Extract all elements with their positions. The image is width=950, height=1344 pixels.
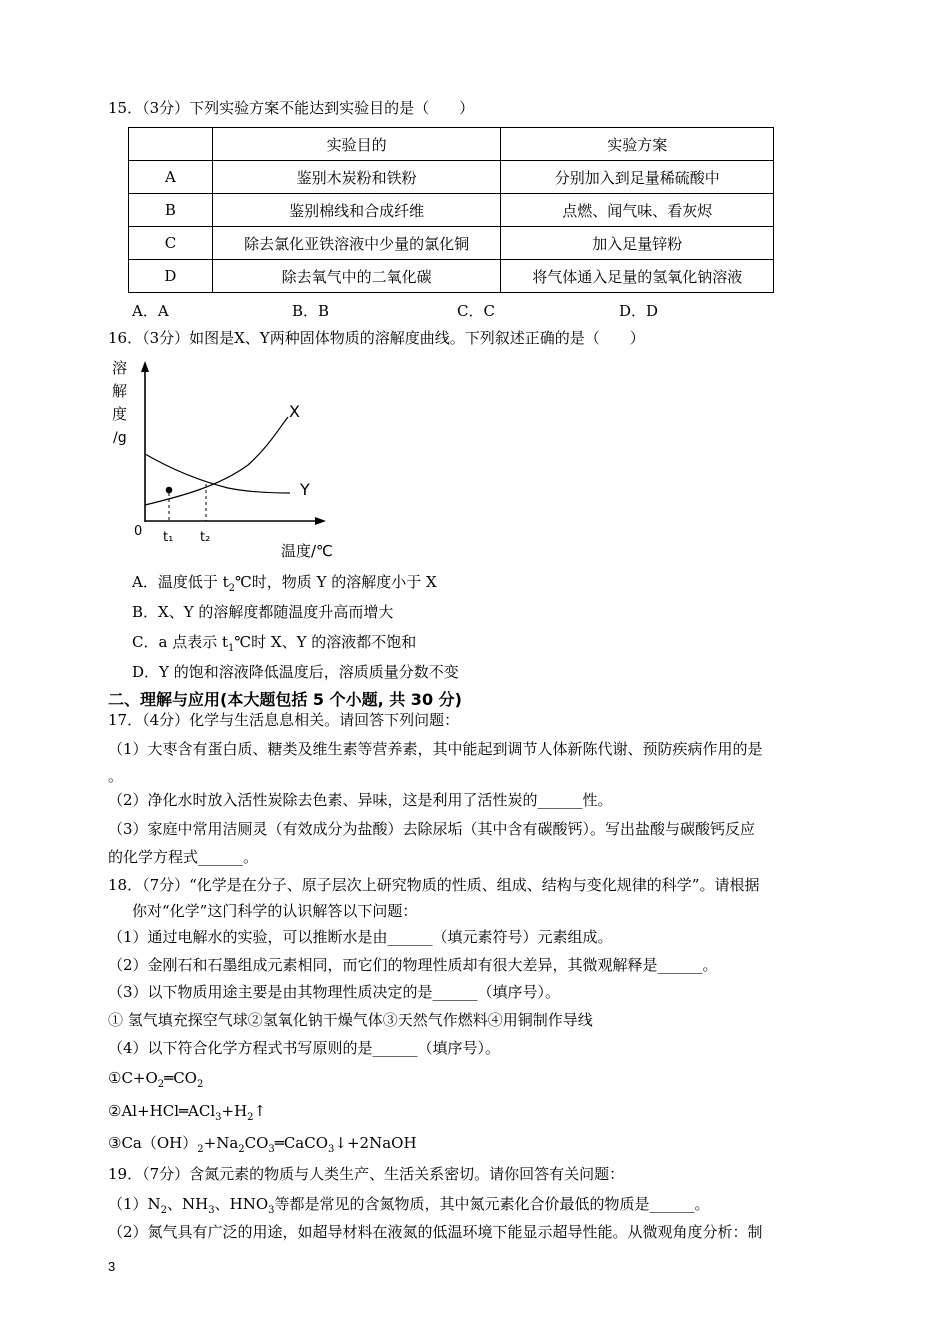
text-run: +Na <box>203 1134 239 1152</box>
curve-y <box>145 454 290 493</box>
q17-part2: （2）净化水时放入活性炭除去色素、异味，这是利用了活性炭的______性。 <box>108 791 613 809</box>
subscript: 3 <box>328 1144 335 1155</box>
table-cell: 除去氧气中的二氧化碳 <box>212 260 501 293</box>
solubility-graph <box>108 355 348 565</box>
q18-stem: 18．（7分）“化学是在分子、原子层次上研究物质的性质、组成、结构与变化规律的科学”。请根据 <box>108 876 760 894</box>
q15-option-a: A．A <box>132 302 169 320</box>
q16-stem: 16．（3分）如图是X、Y两种固体物质的溶解度曲线。下列叙述正确的是（ ） <box>108 329 645 347</box>
table-cell: 点燃、闻气味、看灰烬 <box>501 194 774 227</box>
text-run: 、HNO <box>214 1195 269 1213</box>
subscript: 1 <box>227 643 235 654</box>
equation-3 <box>108 1133 417 1153</box>
table-cell: 将气体通入足量的氢氧化钠溶液 <box>501 260 774 293</box>
q17-part1-end: 。 <box>108 767 124 785</box>
graph-x-arrow <box>315 517 326 525</box>
table-row <box>129 227 774 260</box>
text-run: ①C+O <box>108 1069 158 1087</box>
q15-table <box>128 127 774 293</box>
table-cell: 加入足量锌粉 <box>501 227 774 260</box>
table-row <box>129 161 774 194</box>
text-run: （1）N <box>108 1195 161 1213</box>
q15-option-d: D．D <box>619 302 659 320</box>
q18-part4: （4）以下符合化学方程式书写原则的是______（填序号）。 <box>108 1039 501 1057</box>
text-run: ℃时，物质 Y 的溶解度小于 X <box>235 573 437 591</box>
q18-stem-cont: 你对“化学”这门科学的认识解答以下问题： <box>132 902 418 920</box>
text-run: ③Ca（OH） <box>108 1134 198 1152</box>
point-a <box>166 487 173 494</box>
q15-option-b: B．B <box>292 302 330 320</box>
table-cell: 除去氯化亚铁溶液中少量的氯化铜 <box>212 227 501 260</box>
graph-origin-label: 0 <box>134 524 143 539</box>
q19-part2: （2）氮气具有广泛的用途，如超导材料在液氮的低温环境下能显示超导性能。从微观角度分析：制 <box>108 1223 763 1241</box>
text-run: ↑ <box>253 1102 267 1120</box>
equation-2 <box>108 1101 266 1121</box>
section-heading: 二、理解与应用(本大题包括 5 个小题, 共 30 分) <box>108 690 462 709</box>
table-cell: D <box>129 260 213 293</box>
graph-t2-label: t₂ <box>200 530 211 545</box>
graph-ylabel-char: 解 <box>112 382 128 400</box>
graph-ylabel-char: /g <box>113 430 127 446</box>
table-cell: B <box>129 194 213 227</box>
table-cell: C <box>129 227 213 260</box>
q19-part1 <box>108 1194 710 1214</box>
text-run: +H <box>221 1102 248 1120</box>
graph-t1-label: t₁ <box>163 530 174 545</box>
table-cell: 鉴别棉线和合成纤维 <box>212 194 501 227</box>
q16-option-c <box>132 632 416 652</box>
equation-1 <box>108 1068 203 1088</box>
text-run: ℃时 X、Y 的溶液都不饱和 <box>234 633 417 651</box>
text-run: 等都是常见的含氮物质，其中氮元素化合价最低的物质是______。 <box>274 1195 710 1213</box>
table-header-cell: 实验方案 <box>501 128 774 161</box>
q16-option-a <box>132 572 437 592</box>
q17-part1: （1）大枣含有蛋白质、糖类及维生素等营养素，其中能起到调节人体新陈代谢、预防疾病作用的是 <box>108 740 763 758</box>
subscript: 2 <box>238 1144 245 1155</box>
q15-stem: 15．（3分）下列实验方案不能达到实验目的是（ ） <box>108 99 475 117</box>
graph-ylabel-char: 溶 <box>112 359 128 377</box>
subscript: 2 <box>157 1079 165 1090</box>
table-cell: 分别加入到足量稀硫酸中 <box>501 161 774 194</box>
q16-option-d: D．Y 的饱和溶液降低温度后，溶质质量分数不变 <box>132 663 459 681</box>
graph-y-arrow <box>141 361 149 372</box>
q17-part3: （3）家庭中常用洁厕灵（有效成分为盐酸）去除尿垢（其中含有碳酸钙）。写出盐酸与碳酸钙反应 <box>108 820 756 838</box>
text-run: ②Al+HCl═ACl <box>108 1102 216 1120</box>
q18-part1: （1）通过电解水的实验，可以推断水是由______（填元素符号）元素组成。 <box>108 928 613 946</box>
subscript: 2 <box>247 1112 254 1123</box>
q17-part3-end: 的化学方程式______。 <box>108 848 259 866</box>
curve-x-label: X <box>289 402 300 421</box>
text-run: ↓+2NaOH <box>334 1134 417 1152</box>
q15-option-c: C．C <box>457 302 495 320</box>
q17-stem: 17．（4分）化学与生活息息相关。请回答下列问题： <box>108 711 460 729</box>
q18-part3-options: ① 氢气填充探空气球②氢氧化钠干燥气体③天然气作燃料④用铜制作导线 <box>108 1011 593 1029</box>
q19-stem: 19．（7分）含氮元素的物质与人类生产、生活关系密切。请你回答有关问题： <box>108 1165 625 1183</box>
graph-xlabel: 温度/℃ <box>281 542 333 560</box>
text-run: A．温度低于 t <box>132 573 229 591</box>
text-run: ═CaCO <box>274 1134 329 1152</box>
table-header-row <box>129 128 774 161</box>
subscript: 2 <box>160 1205 168 1216</box>
subscript: 2 <box>228 583 236 594</box>
subscript: 3 <box>268 1205 275 1216</box>
table-cell: 鉴别木炭粉和铁粉 <box>212 161 501 194</box>
table-header-cell: 实验目的 <box>212 128 501 161</box>
subscript: 2 <box>197 1144 204 1155</box>
graph-ylabel-char: 度 <box>112 405 128 423</box>
subscript: 3 <box>208 1205 215 1216</box>
table-header-cell <box>129 128 213 161</box>
text-run: C．a 点表示 t <box>132 633 228 651</box>
table-cell: A <box>129 161 213 194</box>
text-run: ═CO <box>164 1069 197 1087</box>
q16-option-b: B．X、Y 的溶解度都随温度升高而增大 <box>132 603 394 621</box>
text-run: CO <box>244 1134 269 1152</box>
subscript: 3 <box>215 1112 222 1123</box>
page-number: 3 <box>108 1259 116 1274</box>
subscript: 2 <box>196 1079 204 1090</box>
curve-y-label: Y <box>300 480 310 499</box>
q18-part3: （3）以下物质用途主要是由其物理性质决定的是______（填序号）。 <box>108 983 561 1001</box>
table-row <box>129 194 774 227</box>
q18-part2: （2）金刚石和石墨组成元素相同，而它们的物理性质却有很大差异，其微观解释是______。 <box>108 956 718 974</box>
table-row <box>129 260 774 293</box>
subscript: 3 <box>268 1144 275 1155</box>
text-run: 、NH <box>167 1195 209 1213</box>
